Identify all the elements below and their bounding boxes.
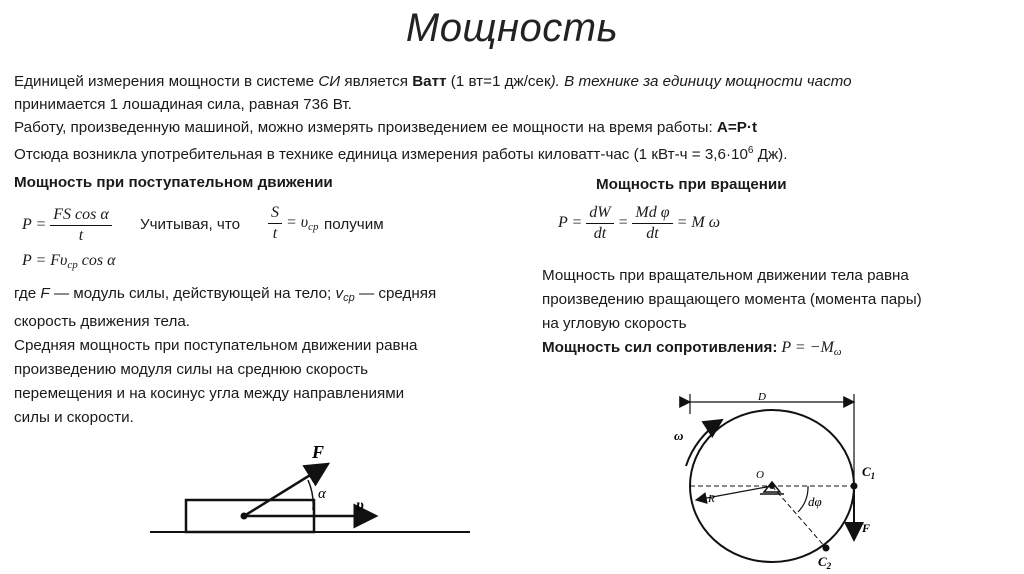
page-title: Мощность — [405, 6, 619, 50]
c2-label: $C_2$ — [818, 554, 832, 571]
diameter-label: D — [758, 391, 766, 403]
rotation-diagram — [660, 390, 900, 570]
point-c1 — [851, 483, 858, 490]
c1-label: $C_1$ — [862, 464, 876, 481]
considering-text: Учитывая, что — [140, 216, 241, 233]
average-power-text: Средняя мощность при поступательном движении равна произведению модуля силы на среднюю скорость перемещения и на косинус угла между направлениями силы и скорости. — [14, 337, 418, 426]
intro-text — [14, 70, 1014, 166]
center-point — [769, 483, 775, 489]
force-label: F — [312, 442, 325, 462]
formula-power-velocity: $P = F\upsilon_{ср}$ cos α — [22, 252, 116, 271]
obtain-text: получим — [324, 216, 384, 233]
omega-label: ω — [674, 428, 684, 443]
translational-heading: Мощность при поступательном движении — [14, 174, 333, 191]
angle-label: α — [318, 486, 326, 502]
point-c2 — [823, 545, 830, 552]
angle-arc — [308, 480, 313, 510]
formula-condition: $\frac{S}{t}$ = $\upsilon_{ср}$ — [268, 204, 319, 243]
center-label: O — [756, 469, 764, 481]
block-force-diagram — [150, 436, 470, 566]
intro-line-4: Отсюда возникла употребительная в технике единица измерения работы киловатт-час (1 $кВт-ч = 3,6\cdot 10^6$ Дж). — [14, 145, 788, 164]
dphi-label: dφ — [808, 494, 822, 509]
radius-label: R — [708, 493, 715, 505]
dphi-arc — [798, 486, 808, 512]
intro-line-3: Работу, произведенную машиной, можно измерять произведением ее мощности на время работы: A=P·t — [14, 119, 758, 136]
formula-power-rotation: P = $\frac{dW}{dt}$ = $\frac{\text{Md φ}}{dt}$ = M ω — [558, 204, 721, 242]
intro-line-2: принимается 1 лошадиная сила, равная 736 Вт. — [14, 96, 352, 113]
rotation-text: Мощность при вращательном движении тела равна произведению вращающего момента (момента пары) на угловую скорость — [542, 267, 922, 332]
intro-line-1: Единицей измерения мощности в системе СИ является Ватт (1 вт=1 дж/сек). В технике за единицу мощности часто — [14, 73, 852, 90]
resistance-power: Мощность сил сопротивления: $P = -M_\omega$ — [542, 339, 842, 358]
where-text: где F — модуль силы, действующей на тело; $v_{ср}$ — средняя скорость движения тела. — [14, 285, 437, 330]
force-arrow — [244, 464, 328, 516]
velocity-label: υ — [356, 497, 364, 514]
resistance-force-label: F — [862, 521, 871, 535]
formula-power-translational: P = $\frac{\text{FS cos α}}{t}$ — [22, 206, 112, 245]
rotation-heading: Мощность при вращении — [596, 176, 787, 193]
